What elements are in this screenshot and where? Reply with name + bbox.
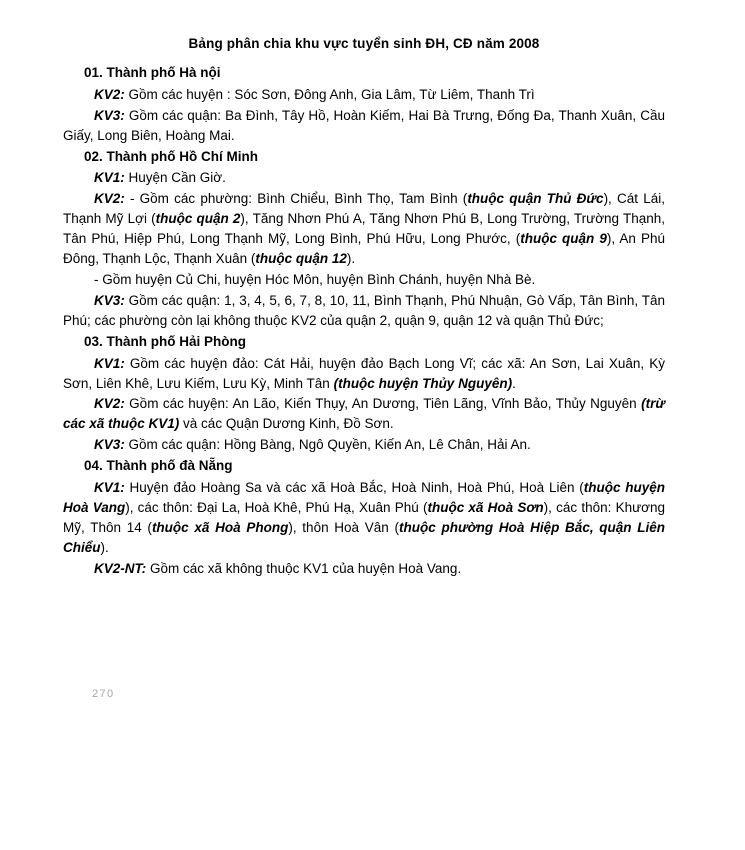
section-heading: 03. Thành phố Hải Phòng (84, 333, 246, 349)
body-text: ). (346, 251, 356, 267)
body-text: ), các thôn: Đại La, Hoà Khê, Phú Hạ, Xuân Phú ( (125, 499, 428, 515)
body-text: ), An Phú Đông, Thạnh Lộc, Thạnh Xuân ( (63, 231, 665, 267)
kv-label: KV3: (94, 437, 125, 453)
body-text: Huyện Cần Giờ. (124, 170, 226, 186)
section-paragraph (63, 394, 665, 434)
emphasis-text: thuộc phường Hoà Hiệp Bắc, quận Liên Chiểu (63, 519, 665, 555)
sections-container (63, 63, 665, 579)
body-text: Huyện đảo Hoàng Sa và các xã Hoà Bắc, Hoà Ninh, Hoà Phú, Hoà Liên ( (124, 479, 584, 495)
section-heading: 02. Thành phố Hồ Chí Minh (84, 148, 258, 164)
emphasis-text: thuộc xã Hoà Sơn (427, 499, 544, 515)
body-text: Gồm các xã không thuộc KV1 của huyện Hoà Vang. (146, 560, 462, 576)
body-text: Gồm các huyện : Sóc Sơn, Đông Anh, Gia Lâm, Từ Liêm, Thanh Trì (124, 86, 535, 102)
section-heading: 04. Thành phố đà Nẵng (84, 458, 233, 474)
body-text: ). (100, 539, 109, 555)
section-paragraph (63, 354, 665, 394)
section-paragraph (63, 559, 665, 579)
body-text: Gồm các huyện: An Lão, Kiến Thụy, An Dương, Tiên Lãng, Vĩnh Bảo, Thủy Nguyên (124, 396, 642, 412)
kv-label: KV3: (94, 293, 125, 309)
section-paragraph (63, 106, 665, 146)
body-text: ), thôn Hoà Vân ( (288, 519, 400, 535)
body-text: Gồm các quận: Ba Đình, Tây Hồ, Hoàn Kiếm, Hai Bà Trưng, Đống Đa, Thanh Xuân, Cầu Giấy, Long Biên, Hoàng Mai. (63, 107, 665, 143)
body-text: và các Quận Dương Kinh, Đồ Sơn. (179, 416, 394, 432)
section-paragraph (63, 270, 665, 290)
body-text: Gồm các quận: 1, 3, 4, 5, 6, 7, 8, 10, 11, Bình Thạnh, Phú Nhuận, Gò Vấp, Tân Bình, Tân Phú; các phường còn lại không thuộc KV2 của quận 2, quận 9, quận 12 và quận Thủ Đức; (63, 293, 665, 328)
emphasis-text: (trừ các xã thuộc KV1) (63, 396, 665, 432)
kv-label: KV1: (94, 170, 125, 186)
kv-label: KV2: (94, 191, 125, 207)
emphasis-text: thuộc quận 12 (255, 251, 347, 267)
section-paragraph (63, 168, 665, 188)
section-paragraph (63, 85, 665, 105)
body-text: ), Cát Lái, Thạnh Mỹ Lợi ( (63, 191, 665, 227)
body-text: ), các thôn: Khương Mỹ, Thôn 14 ( (63, 499, 666, 535)
emphasis-text: thuộc quận 2 (155, 211, 241, 227)
section-heading: 01. Thành phố Hà nội (84, 65, 221, 81)
emphasis-text: thuộc huyện Hoà Vang (63, 479, 665, 515)
kv-label: KV2: (94, 396, 125, 412)
page-title: Bảng phân chia khu vực tuyển sinh ĐH, CĐ năm 2008 (188, 36, 540, 51)
kv-label: KV1: (94, 479, 125, 495)
body-text: - Gồm các phường: Bình Chiểu, Bình Thọ, Tam Bình ( (124, 191, 468, 207)
emphasis-text: thuộc quận 9 (520, 231, 607, 247)
kv-label: KV3: (94, 107, 125, 123)
emphasis-text: thuộc xã Hoà Phong (151, 519, 289, 535)
kv-label: KV1: (94, 355, 125, 371)
body-text: Gồm các quận: Hồng Bàng, Ngô Quyền, Kiến An, Lê Chân, Hải An. (124, 437, 531, 453)
section-paragraph (63, 291, 665, 331)
section-paragraph (63, 435, 665, 455)
document-content (63, 36, 665, 580)
body-text: ), Tăng Nhơn Phú A, Tăng Nhơn Phú B, Long Trường, Trường Thạnh, Tân Phú, Hiệp Phú, Long Thạnh Mỹ, Long Bình, Phú Hữu, Long Phước, ( (63, 211, 666, 247)
kv-label: KV2-NT: (94, 560, 147, 576)
body-text: Gồm các huyện đảo: Cát Hải, huyện đảo Bạch Long Vĩ; các xã: An Sơn, Lai Xuân, Kỳ Sơn, Liên Khê, Lưu Kiếm, Lưu Kỳ, Minh Tân (63, 355, 665, 391)
section-paragraph (63, 478, 665, 558)
page-number: 270 (92, 688, 115, 700)
kv-label: KV2: (94, 86, 125, 102)
body-text: . (512, 375, 516, 391)
emphasis-text: thuộc quận Thủ Đức (467, 191, 604, 207)
body-text: - Gồm huyện Củ Chi, huyện Hóc Môn, huyện Bình Chánh, huyện Nhà Bè. (94, 272, 536, 288)
emphasis-text: (thuộc huyện Thủy Nguyên) (333, 375, 513, 391)
section-paragraph (63, 189, 665, 269)
